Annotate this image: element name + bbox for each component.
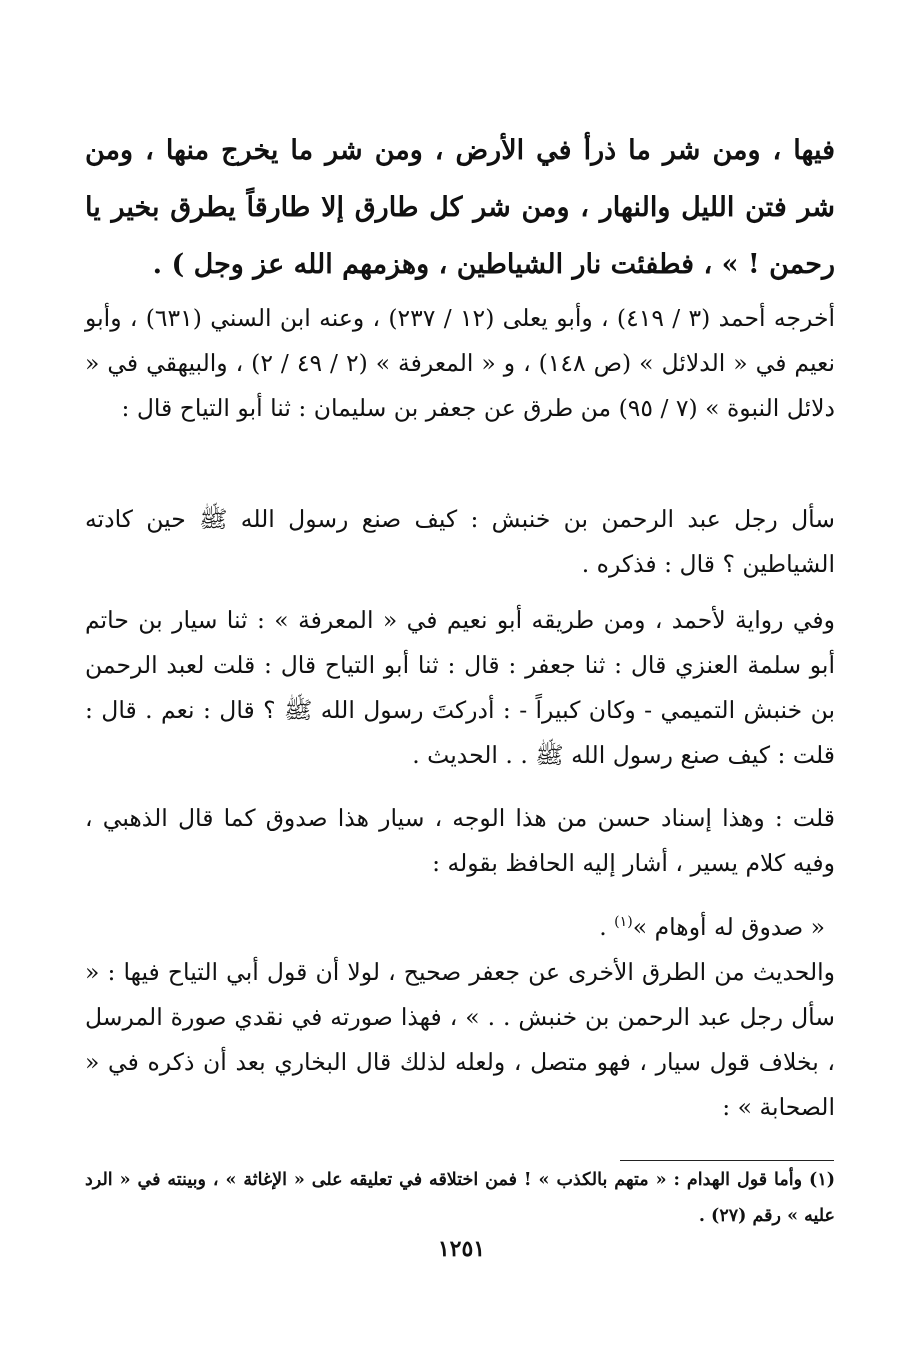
quote-text: « صدوق له أوهام » [632,912,825,941]
quote-end: . [599,912,615,941]
narration-paragraph: سأل رجل عبد الرحمن بن خنبش : كيف صنع رسول الله ﷺ حين كادته الشياطين ؟ قال : فذكره . [85,505,835,578]
takhrij-paragraph: أخرجه أحمد (٣ / ٤١٩) ، وأبو يعلى (١٢ / ٢٣٧) ، وعنه ابن السني (٦٣١) ، وأبو نعيم في « الدلائل » (ص ١٤٨) ، و « المعرفة » (٢ / ٤٩ / ٢) ، والبيهقي في « دلائل النبوة » (٧ / ٩٥) من طرق عن جعفر بن سليمان : ثنا أبو التياح قال : [85,304,836,422]
isnad-assessment-paragraph: قلت : وهذا إسناد حسن من هذا الوجه ، سيار هذا صدوق كما قال الذهبي ، وفيه كلام يسير ، أشار إليه الحافظ بقوله : [85,804,835,877]
ahmad-narration-paragraph: وفي رواية لأحمد ، ومن طريقه أبو نعيم في « المعرفة » : ثنا سيار بن حاتم أبو سلمة العنزي قال : ثنا جعفر : قال : ثنا أبو التياح قال : قلت لعبد الرحمن بن خنبش التميمي - وكان كبيراً - : أدركتَ رسول الله ﷺ ؟ قال : نعم . قال : قلت : كيف صنع رسول الله ﷺ . . الحديث . [85,606,835,769]
footnote-divider [620,1160,834,1161]
hafiz-quote [75,900,825,950]
conclusion-paragraph: والحديث من الطرق الأخرى عن جعفر صحيح ، لولا أن قول أبي التياح فيها : « سأل رجل عبد الرحمن بن خنبش . . » ، فهذا صورته في نقدي صورة المرسل ، بخلاف قول سيار ، فهو متصل ، ولعله لذلك قال البخاري بعد أن ذكره في « الصحابة » : [85,958,835,1121]
page-number: ١٢٥١ [437,1236,486,1262]
footnote-marker: (١) [614,914,633,930]
footnote: (١) وأما قول الهدام : « متهم بالكذب » ! فمن اختلاقه في تعليقه على « الإغاثة » ، وبينته في « الرد عليه » رقم (٢٧) . [85,1170,835,1226]
hadith-text-paragraph: فيها ، ومن شر ما ذرأ في الأرض ، ومن شر ما يخرج منها ، ومن شر فتن الليل والنهار ، ومن شر كل طارق إلا طارقاً يطرق بخير يا رحمن ! » ، فطفئت نار الشياطين ، وهزمهم الله عز وجل ) . [85,135,835,280]
